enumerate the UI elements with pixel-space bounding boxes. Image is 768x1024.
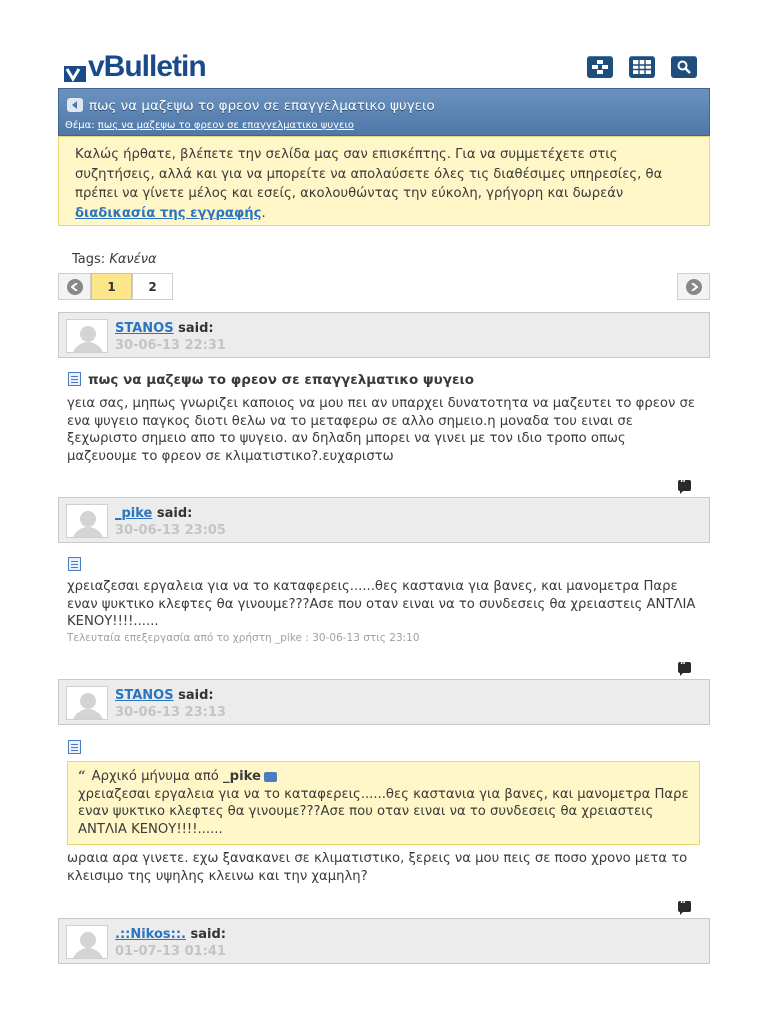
back-button[interactable] bbox=[67, 98, 83, 112]
next-arrow-icon bbox=[686, 279, 702, 295]
navigation-icon bbox=[592, 60, 608, 74]
username-link[interactable]: _pike bbox=[115, 506, 153, 521]
post-icon bbox=[68, 372, 81, 386]
tags-value: Κανένα bbox=[109, 252, 157, 267]
post-header bbox=[58, 679, 710, 725]
edit-note: Τελευταία επεξεργασία από το χρήστη _pike : 30-06-13 στις 23:10 bbox=[67, 632, 420, 644]
post-date: 01-07-13 01:41 bbox=[115, 944, 226, 959]
site-header bbox=[58, 44, 710, 88]
search-icon bbox=[677, 60, 691, 74]
page-2-button[interactable]: 2 bbox=[132, 273, 173, 300]
navigation-button[interactable] bbox=[587, 56, 613, 78]
avatar[interactable] bbox=[66, 319, 108, 353]
username-link[interactable]: .::Nikos::. bbox=[115, 927, 186, 942]
post-date: 30-06-13 22:31 bbox=[115, 338, 226, 353]
post-body: ωραια αρα γινετε. εχω ξανακανει σε κλιματιστικο, ξερεις να μου πεις σε ποσο χρονο μετα το κλεισιμο της υψηλης κλεινω και την χαμηλη? bbox=[67, 851, 688, 884]
post-author: .::Nikos::. said: bbox=[115, 927, 226, 942]
view-post-icon[interactable] bbox=[264, 772, 277, 782]
thread-title: πως να μαζεψω το φρεον σε επαγγελματικο ψυγειο bbox=[89, 98, 435, 114]
quote-icon: “ bbox=[78, 769, 86, 784]
post-header bbox=[58, 497, 710, 543]
next-page-button[interactable] bbox=[677, 273, 710, 300]
reply-with-quote-icon[interactable] bbox=[678, 901, 691, 912]
post-author: STANOS said: bbox=[115, 688, 214, 703]
reply-with-quote-icon[interactable] bbox=[678, 480, 691, 491]
avatar[interactable] bbox=[66, 686, 108, 720]
thread-title-bar bbox=[58, 88, 710, 136]
quote-text: χρειαζεσαι εργαλεια για να το καταφερεις......θες καστανια για βανες, και μανομετρα Παρε εναν ψυκτικο κλεφτες θα γινουμε???Ασε που οταν ειναι να το συνδεσεις θα χρειαστεις ΑΝΤΛΙΑ ΚΕΝΟΥ!!!!...... bbox=[78, 786, 689, 837]
grid-view-button[interactable] bbox=[629, 56, 655, 78]
post-date: 30-06-13 23:05 bbox=[115, 523, 226, 538]
username-link[interactable]: STANOS bbox=[115, 688, 174, 703]
post-header bbox=[58, 312, 710, 358]
back-arrow-icon bbox=[71, 101, 79, 109]
quote-block bbox=[67, 761, 700, 845]
post-author: _pike said: bbox=[115, 506, 193, 521]
avatar[interactable] bbox=[66, 925, 108, 959]
quote-author: _pike bbox=[223, 769, 261, 784]
post-body: χρειαζεσαι εργαλεια για να το καταφερεις......θες καστανια για βανες, και μανομετρα Παρε εναν ψυκτικο κλεφτες θα γινουμε???Ασε που οταν ειναι να το συνδεσεις θα χρειαστεις ΑΝΤΛΙΑ ΚΕΝΟΥ!!!!...... bbox=[67, 579, 696, 629]
vbulletin-logo[interactable]: vBulletin bbox=[64, 50, 206, 84]
page-1-button[interactable]: 1 bbox=[91, 273, 132, 300]
thread-tags: Tags: Κανένα bbox=[72, 252, 157, 267]
registration-link[interactable]: διαδικασία της εγγραφής bbox=[75, 205, 262, 221]
quote-header: “ Αρχικό μήνυμα από _pike bbox=[78, 768, 689, 786]
vbulletin-logo-icon bbox=[64, 58, 86, 80]
prev-arrow-icon bbox=[67, 279, 83, 295]
pagination bbox=[58, 273, 173, 300]
prev-page-button[interactable] bbox=[58, 273, 91, 300]
post-icon bbox=[68, 557, 81, 571]
post-title: πως να μαζεψω το φρεον σε επαγγελματικο ψυγειο bbox=[88, 372, 475, 388]
post-body: γεια σας, μηπως γνωριζει καποιος να μου πει αν υπαρχει δυνατοτητα να μαζευτει το φρεον σε ενα ψυγειο παγκος διοτι θελω να το μεταφερω σε αλλο σημειο.η μοναδα του ειναι σε ξεχωριστο σημειο απο το ψυγειο. αν δηλαδη μπορει να γινει με τον ιδιο τροπο οπως μαζευουμε το φρεον σε κλιματιστικο?.ευχαριστω bbox=[67, 396, 695, 464]
grid-icon bbox=[633, 60, 651, 74]
thread-subject-link[interactable]: πως να μαζεψω το φρεον σε επαγγελματικο ψυγειο bbox=[97, 120, 354, 131]
post-date: 30-06-13 23:13 bbox=[115, 705, 226, 720]
reply-with-quote-icon[interactable] bbox=[678, 662, 691, 673]
search-button[interactable] bbox=[671, 56, 697, 78]
post-author: STANOS said: bbox=[115, 321, 214, 336]
post-header bbox=[58, 918, 710, 964]
thread-subject: Θέμα: πως να μαζεψω το φρεον σε επαγγελματικο ψυγειο bbox=[65, 120, 354, 131]
guest-notice: Καλώς ήρθατε, βλέπετε την σελίδα μας σαν επισκέπτης. Για να συμμετέχετε στις συζητήσεις, αλλά και για να μπορείτε να απολαύσετε όλες τις διαθέσιμες υπηρεσίες, θα πρέπει να γίνετε μέλος και εσείς, ακολουθώντας την εύκολη, γρήγορη και δωρεάν διαδικασία της εγγραφής. bbox=[58, 136, 710, 226]
username-link[interactable]: STANOS bbox=[115, 321, 174, 336]
avatar[interactable] bbox=[66, 504, 108, 538]
post-icon bbox=[68, 740, 81, 754]
